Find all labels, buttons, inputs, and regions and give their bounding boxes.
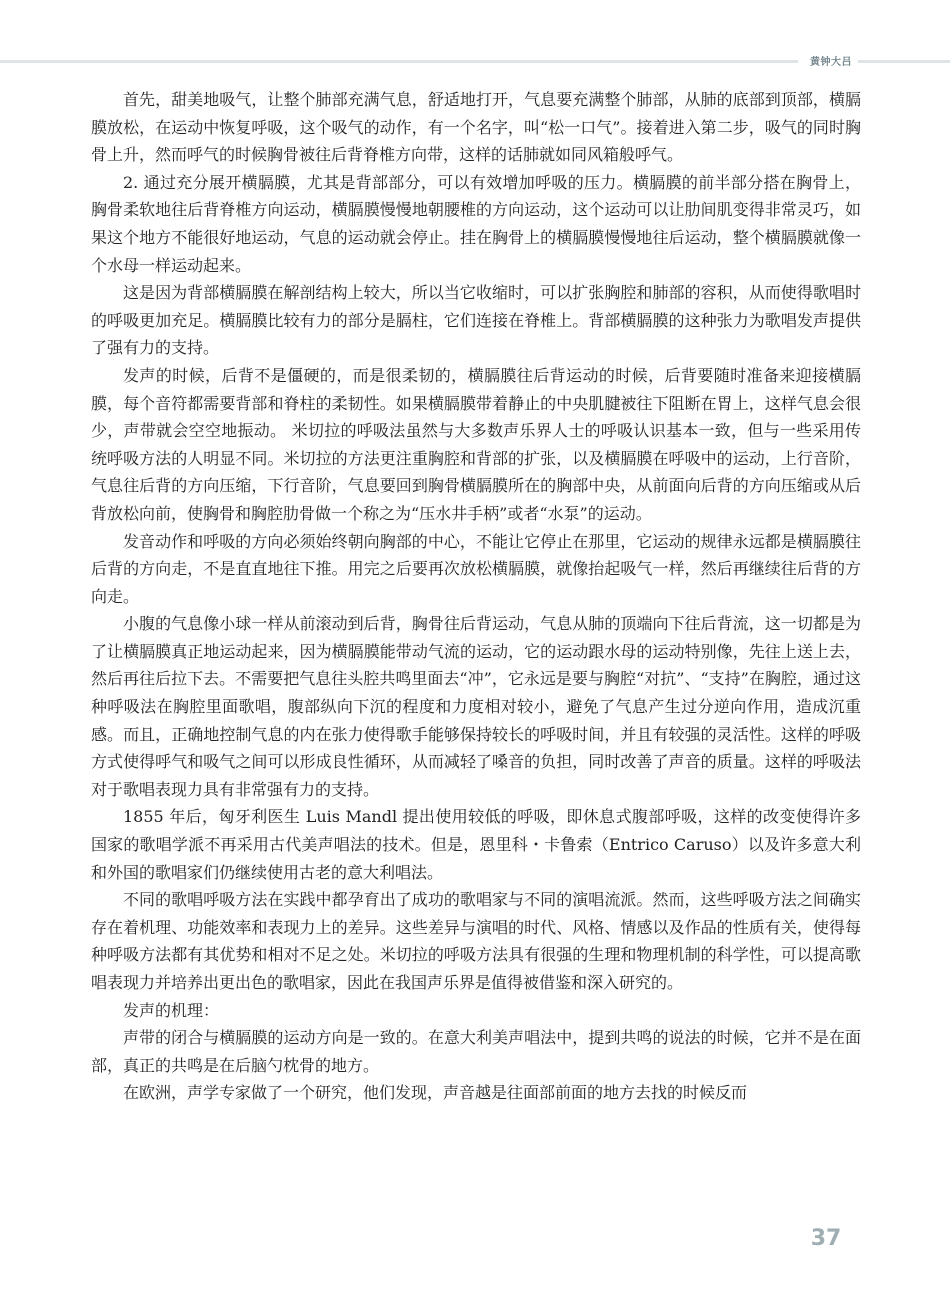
article-body — [91, 86, 861, 1107]
paragraph: 首先，甜美地吸气，让整个肺部充满气息，舒适地打开，气息要充满整个肺部，从肺的底部到顶部，横膈膜放松，在运动中恢复呼吸，这个吸气的动作，有一个名字，叫“松一口气”。接着进入第二步，吸气的同时胸骨上升，然而呼气的时候胸骨被往后背脊椎方向带，这样的话肺就如同风箱般呼气。 — [91, 90, 861, 165]
paragraph: 2. 通过充分展开横膈膜，尤其是背部部分，可以有效增加呼吸的压力。横膈膜的前半部分搭在胸骨上，胸骨柔软地往后背脊椎方向运动，横膈膜慢慢地朝腰椎的方向运动，这个运动可以让肋间肌变得非常灵巧，如果这个地方不能很好地运动，气息的运动就会停止。挂在胸骨上的横膈膜慢慢地往后运动，整个横膈膜就像一个水母一样运动起来。 — [91, 172, 861, 275]
header-rule-left — [0, 60, 798, 63]
journal-title: 黄钟大吕 — [810, 57, 852, 68]
paragraph: 1855 年后，匈牙利医生 Luis Mandl 提出使用较低的呼吸，即休息式腹部呼吸，这样的改变使得许多国家的歌唱学派不再采用古代美声唱法的技术。但是，恩里科・卡鲁索（Entrico Caruso）以及许多意大利和外国的歌唱家们仍继续使用古老的意大利唱法。 — [91, 807, 861, 882]
paragraph: 这是因为背部横膈膜在解剖结构上较大，所以当它收缩时，可以扩张胸腔和肺部的容积，从而使得歌唱时的呼吸更加充足。横膈膜比较有力的部分是膈柱，它们连接在脊椎上。背部横膈膜的这种张力为歌唱发声提供了强有力的支持。 — [91, 283, 861, 358]
paragraph: 不同的歌唱呼吸方法在实践中都孕育出了成功的歌唱家与不同的演唱流派。然而，这些呼吸方法之间确实存在着机理、功能效率和表现力上的差异。这些差异与演唱的时代、风格、情感以及作品的性质有关，使得每种呼吸方法都有其优势和相对不足之处。米切拉的呼吸方法具有很强的生理和物理机制的科学性，可以提高歌唱表现力并培养出更出色的歌唱家，因此在我国声乐界是值得被借鉴和深入研究的。 — [91, 890, 861, 992]
paragraph: 发声的时候，后背不是僵硬的，而是很柔韧的，横膈膜往后背运动的时候，后背要随时准备来迎接横膈膜，每个音符都需要背部和脊柱的柔韧性。如果横膈膜带着静止的中央肌腱被往下阻断在胃上，这样气息会很少，声带就会空空地振动。 米切拉的呼吸法虽然与大多数声乐界人士的呼吸认识基本一致，但与一些采用传统呼吸方法的人明显不同。米切拉的方法更注重胸腔和背部的扩张，以及横膈膜在呼吸中的运动，上行音阶，气息往后背的方向压缩，下行音阶，气息要回到胸骨横膈膜所在的胸部中央，从前面向后背的方向压缩或从后背放松向前，使胸骨和胸腔肋骨做一个称之为“压水井手柄”或者“水泵”的运动。 — [91, 365, 861, 523]
header-rule-right — [858, 60, 950, 63]
paragraph: 在欧洲，声学专家做了一个研究，他们发现，声音越是往面部前面的地方去找的时候反而 — [123, 1083, 748, 1103]
paragraph: 声带的闭合与横膈膜的运动方向是一致的。在意大利美声唱法中，提到共鸣的说法的时候，它并不是在面部，真正的共鸣是在后脑勺枕骨的地方。 — [91, 1028, 861, 1075]
paragraph: 发音动作和呼吸的方向必须始终朝向胸部的中心，不能让它停止在那里，它运动的规律永远都是横膈膜往后背的方向走，不是直直地往下推。用完之后要再次放松横膈膜，就像抬起吸气一样，然后再继续往后背的方向走。 — [91, 531, 861, 606]
paragraph: 小腹的气息像小球一样从前滚动到后背，胸骨往后背运动，气息从肺的顶端向下往后背流，这一切都是为了让横膈膜真正地运动起来，因为横膈膜能带动气流的运动，它的运动跟水母的运动特别像，先往上送上去，然后再往后拉下去。不需要把气息往头腔共鸣里面去“冲”，它永远是要与胸腔“对抗”、“支持”在胸腔，通过这种呼吸法在胸腔里面歌唱，腹部纵向下沉的程度和力度相对较小，避免了气息产生过分逆向作用，造成沉重感。而且，正确地控制气息的内在张力使得歌手能够保持较长的呼吸时间，并且有较强的灵活性。这样的呼吸方式使得呼气和吸气之间可以形成良性循环，从而减轻了嗓音的负担，同时改善了声音的质量。这样的呼吸法对于歌唱表现力具有非常强有力的支持。 — [91, 614, 861, 799]
page-number: 37 — [810, 1226, 842, 1251]
section-heading: 发声的机理： — [123, 1000, 220, 1020]
